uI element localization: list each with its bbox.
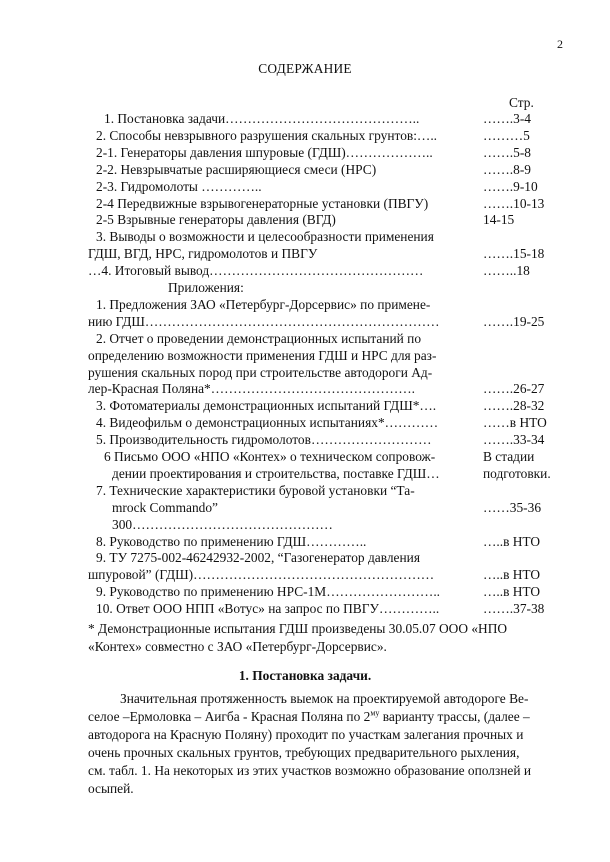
toc-entry-title: mrock Commando” bbox=[112, 499, 218, 515]
toc-entry-title: 2-1. Генераторы давления шпуровые (ГДШ)……………….. bbox=[96, 144, 433, 160]
toc-entry-title: 2-2. Невзрывчатые расширяющиеся смеси (НРС) bbox=[96, 161, 377, 177]
toc-entry-title: 9. Руководство по применению НРС-1М…………………….. bbox=[96, 584, 441, 600]
contents-title: СОДЕРЖАНИЕ bbox=[258, 61, 352, 76]
toc-entry-page: …….10-13 bbox=[483, 195, 545, 211]
toc-entry-title: 10. Ответ ООО НПП «Вотус» на запрос по ПВГУ………….. bbox=[96, 601, 440, 617]
toc-entry-title: лер-Красная Поляна*………………………………………. bbox=[88, 381, 415, 397]
toc-entry-page: …….3-4 bbox=[483, 111, 531, 126]
paragraph-line: см. табл. 1. На некоторых из этих участков возможно образование оползней и bbox=[88, 763, 532, 778]
footnote-line: «Контех» совместно с ЗАО «Петербург-Дорсервис». bbox=[88, 639, 387, 654]
toc-entry-page: …….8-9 bbox=[483, 161, 531, 177]
paragraph-text: варианту трассы, (далее – bbox=[379, 709, 530, 724]
toc-entry-title: 2-4 Передвижные взрывогенераторные установки (ПВГУ) bbox=[96, 195, 429, 211]
toc-entry-page: 14-15 bbox=[483, 212, 515, 228]
footnote bbox=[88, 620, 568, 656]
toc-entry-title: 2-3. Гидромолоты ………….. bbox=[96, 178, 262, 194]
paragraph-line: осыпей. bbox=[88, 781, 134, 796]
toc-entry-title: 3. Выводы о возможности и целесообразности применения bbox=[96, 229, 434, 245]
toc-entry-title: 5. Производительность гидромолотов……………………… bbox=[96, 432, 432, 448]
toc-entry-title: Приложения: bbox=[168, 280, 244, 295]
toc-entry-title: 2. Отчет о проведении демонстрационных испытаний по bbox=[96, 330, 422, 346]
toc-entry-page: …….37-38 bbox=[483, 601, 545, 617]
toc-entry-page: …….28-32 bbox=[483, 398, 545, 414]
toc-entry-page: ……35-36 bbox=[483, 499, 542, 515]
toc-entry-page: …….9-10 bbox=[483, 178, 538, 194]
toc-entry-title: 300……………………………………… bbox=[112, 516, 333, 532]
paragraph-line: очень прочных скальных грунтов, требующих предварительного рыхления, bbox=[88, 745, 520, 760]
paragraph-line: автодорога на Красную Поляну) проходит по участкам залегания прочных и bbox=[88, 727, 524, 742]
page-number: 2 bbox=[557, 37, 563, 51]
toc-entry-page: …..в НТО bbox=[483, 533, 541, 549]
toc-entry-title: 7. Технические характеристики буровой установки “Та- bbox=[96, 482, 415, 498]
toc-entry-title: 8. Руководство по применению ГДШ………….. bbox=[96, 533, 367, 549]
toc-entry-page: …….26-27 bbox=[483, 381, 545, 397]
toc-entry-page: ………5 bbox=[483, 127, 530, 143]
paragraph-text: селое –Ермоловка – Аигба - Красная Поляна по 2 bbox=[88, 709, 371, 724]
superscript: му bbox=[370, 708, 380, 718]
toc-entry-title: 6 Письмо ООО «НПО «Контех» о техническом сопровож- bbox=[104, 449, 436, 464]
toc-entry-page: …….33-34 bbox=[483, 432, 545, 448]
body-paragraph bbox=[88, 690, 570, 798]
toc-entry-title: определению возможности применения ГДШ и НРС для раз- bbox=[88, 347, 437, 363]
toc-entry-title: ГДШ, ВГД, НРС, гидромолотов и ПВГУ bbox=[88, 246, 318, 262]
toc-entry-title: 2-5 Взрывные генераторы давления (ВГД) bbox=[96, 212, 336, 228]
toc-entry-title: …4. Итоговый вывод………………………………………… bbox=[88, 263, 424, 279]
section-heading: 1. Постановка задачи. bbox=[238, 668, 372, 683]
toc-entry-page: …….5-8 bbox=[483, 144, 531, 160]
toc-entry-page: …..в НТО bbox=[483, 567, 541, 583]
toc-entry-page: …..в НТО bbox=[483, 584, 541, 600]
toc-entry-page: …….19-25 bbox=[483, 313, 545, 329]
toc-entry-title: шпуровой” (ГДШ)……………………………………………… bbox=[88, 567, 435, 583]
toc-entry-page: …….15-18 bbox=[483, 246, 545, 262]
toc-entry-title: 1. Предложения ЗАО «Петербург-Дорсервис» по примене- bbox=[96, 296, 431, 312]
page-column-header: Стр. bbox=[509, 95, 534, 110]
toc-entry-page: подготовки. bbox=[483, 465, 551, 481]
toc-entry-page: ……..18 bbox=[483, 263, 530, 279]
toc-entry-title: дении проектирования и строительства, поставке ГДШ… bbox=[112, 465, 440, 481]
toc-entry-title: 3. Фотоматериалы демонстрационных испытаний ГДШ*…. bbox=[96, 398, 437, 414]
toc-entry-title: рушения скальных пород при строительстве автодороги Ад- bbox=[88, 364, 433, 380]
toc-entry-title: 4. Видеофильм о демонстрационных испытаниях*………… bbox=[96, 415, 439, 431]
toc-entry-title: 9. ТУ 7275-002-46242932-2002, “Газогенератор давления bbox=[96, 550, 420, 566]
toc-entry-page: В стадии bbox=[483, 449, 535, 464]
paragraph-line: Значительная протяженность выемок на проектируемой автодороге Ве- bbox=[120, 691, 529, 706]
toc-entry-title: нию ГДШ………………………………………………………… bbox=[88, 313, 440, 329]
toc-entry-title: 1. Постановка задачи…………………………………….. bbox=[104, 111, 420, 126]
toc-entry-page: ……в НТО bbox=[483, 415, 547, 431]
paragraph-line bbox=[88, 708, 570, 726]
footnote-line: * Демонстрационные испытания ГДШ произведены 30.05.07 ООО «НПО bbox=[88, 621, 508, 636]
toc-entry-title: 2. Способы невзрывного разрушения скальных грунтов:….. bbox=[96, 127, 438, 143]
